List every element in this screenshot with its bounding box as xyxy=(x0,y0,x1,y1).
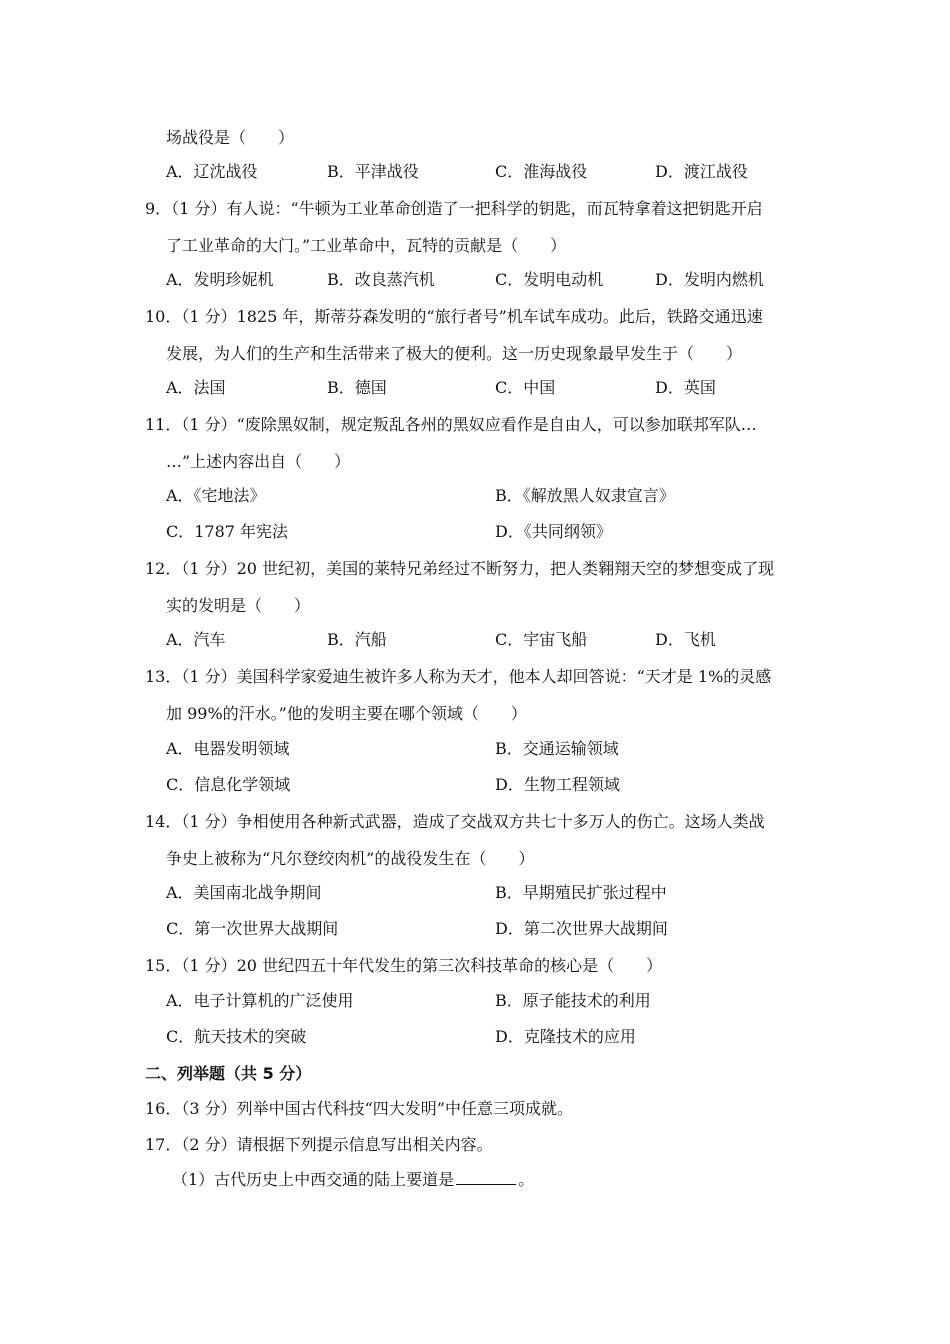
q17-sub1 xyxy=(172,1170,534,1190)
q9-option-c: C．发明电动机 xyxy=(495,270,604,289)
answer-blank[interactable] xyxy=(456,1170,516,1185)
q13-option-a: A．电器发明领域 xyxy=(166,739,290,758)
q17-sub1-text: （1）古代历史上中西交通的陆上要道是 xyxy=(172,1170,455,1189)
q9-option-b: B．改良蒸汽机 xyxy=(327,270,435,289)
q14-option-b: B．早期殖民扩张过程中 xyxy=(495,883,667,902)
q15-option-c: C．航天技术的突破 xyxy=(166,1027,307,1046)
q11-option-d: D．《共同纲领》 xyxy=(495,522,612,541)
q9-stem-line1: 9．（1 分）有人说：“牛顿为工业革命创造了一把科学的钥匙，而瓦特拿着这把钥匙开启 xyxy=(145,199,763,218)
q9-stem-line2: 了工业革命的大门。”工业革命中，瓦特的贡献是（ ） xyxy=(166,236,567,255)
q8-continuation: 场战役是（ ） xyxy=(166,128,295,147)
q13-stem-line1: 13．（1 分）美国科学家爱迪生被许多人称为天才，他本人却回答说：“天才是 1%的灵感 xyxy=(145,667,772,686)
q10-option-d: D．英国 xyxy=(655,378,716,397)
q12-option-a: A．汽车 xyxy=(166,630,226,649)
q13-option-b: B．交通运输领域 xyxy=(495,739,619,758)
q17-sub1-end: 。 xyxy=(518,1170,535,1189)
q10-option-b: B．德国 xyxy=(327,378,387,397)
q12-option-b: B．汽船 xyxy=(327,630,387,649)
q8-option-a: A．辽沈战役 xyxy=(166,162,258,181)
q10-stem-line2: 发展，为人们的生产和生活带来了极大的便利。这一历史现象最早发生于（ ） xyxy=(166,344,743,363)
q17-stem: 17．（2 分）请根据下列提示信息写出相关内容。 xyxy=(145,1135,493,1154)
q14-option-a: A．美国南北战争期间 xyxy=(166,883,322,902)
q8-option-d: D．渡江战役 xyxy=(655,162,748,181)
q9-option-d: D．发明内燃机 xyxy=(655,270,764,289)
q16-stem: 16．（3 分）列举中国古代科技“四大发明”中任意三项成就。 xyxy=(145,1099,573,1118)
q11-stem-line1: 11．（1 分）“废除黑奴制，规定叛乱各州的黑奴应看作是自由人，可以参加联邦军队… xyxy=(145,415,757,434)
q11-option-a: A．《宅地法》 xyxy=(166,486,266,505)
q10-option-a: A．法国 xyxy=(166,378,226,397)
q14-stem-line1: 14．（1 分）争相使用各种新式武器，造成了交战双方共七十多万人的伤亡。这场人类战 xyxy=(145,812,765,831)
q12-stem-line1: 12．（1 分）20 世纪初，美国的莱特兄弟经过不断努力，把人类翱翔天空的梦想变成了现 xyxy=(145,559,775,578)
q11-option-b: B．《解放黑人奴隶宣言》 xyxy=(495,486,675,505)
q10-option-c: C．中国 xyxy=(495,378,556,397)
q11-option-c: C．1787 年宪法 xyxy=(166,522,289,541)
q8-option-c: C．淮海战役 xyxy=(495,162,588,181)
section-title-listing: 二、列举题（共 5 分） xyxy=(145,1064,312,1083)
q14-option-c: C．第一次世界大战期间 xyxy=(166,919,339,938)
q15-option-b: B．原子能技术的利用 xyxy=(495,991,651,1010)
q15-option-a: A．电子计算机的广泛使用 xyxy=(166,991,354,1010)
q12-stem-line2: 实的发明是（ ） xyxy=(166,596,311,615)
q14-option-d: D．第二次世界大战期间 xyxy=(495,919,668,938)
q12-option-c: C．宇宙飞船 xyxy=(495,630,588,649)
q14-stem-line2: 争史上被称为“凡尔登绞肉机”的战役发生在（ ） xyxy=(166,849,535,868)
q12-option-d: D．飞机 xyxy=(655,630,716,649)
q11-stem-line2: …”上述内容出自（ ） xyxy=(166,452,351,471)
q15-option-d: D．克隆技术的应用 xyxy=(495,1027,636,1046)
q13-option-d: D．生物工程领域 xyxy=(495,775,620,794)
q10-stem-line1: 10．（1 分）1825 年，斯蒂芬森发明的“旅行者号”机车试车成功。此后，铁路交通迅速 xyxy=(145,307,763,326)
q8-option-b: B．平津战役 xyxy=(327,162,419,181)
q13-option-c: C．信息化学领域 xyxy=(166,775,291,794)
q13-stem-line2: 加 99%的汗水。”他的发明主要在哪个领域（ ） xyxy=(166,704,527,723)
q15-stem-line1: 15．（1 分）20 世纪四五十年代发生的第三次科技革命的核心是（ ） xyxy=(145,956,663,975)
q9-option-a: A．发明珍妮机 xyxy=(166,270,274,289)
